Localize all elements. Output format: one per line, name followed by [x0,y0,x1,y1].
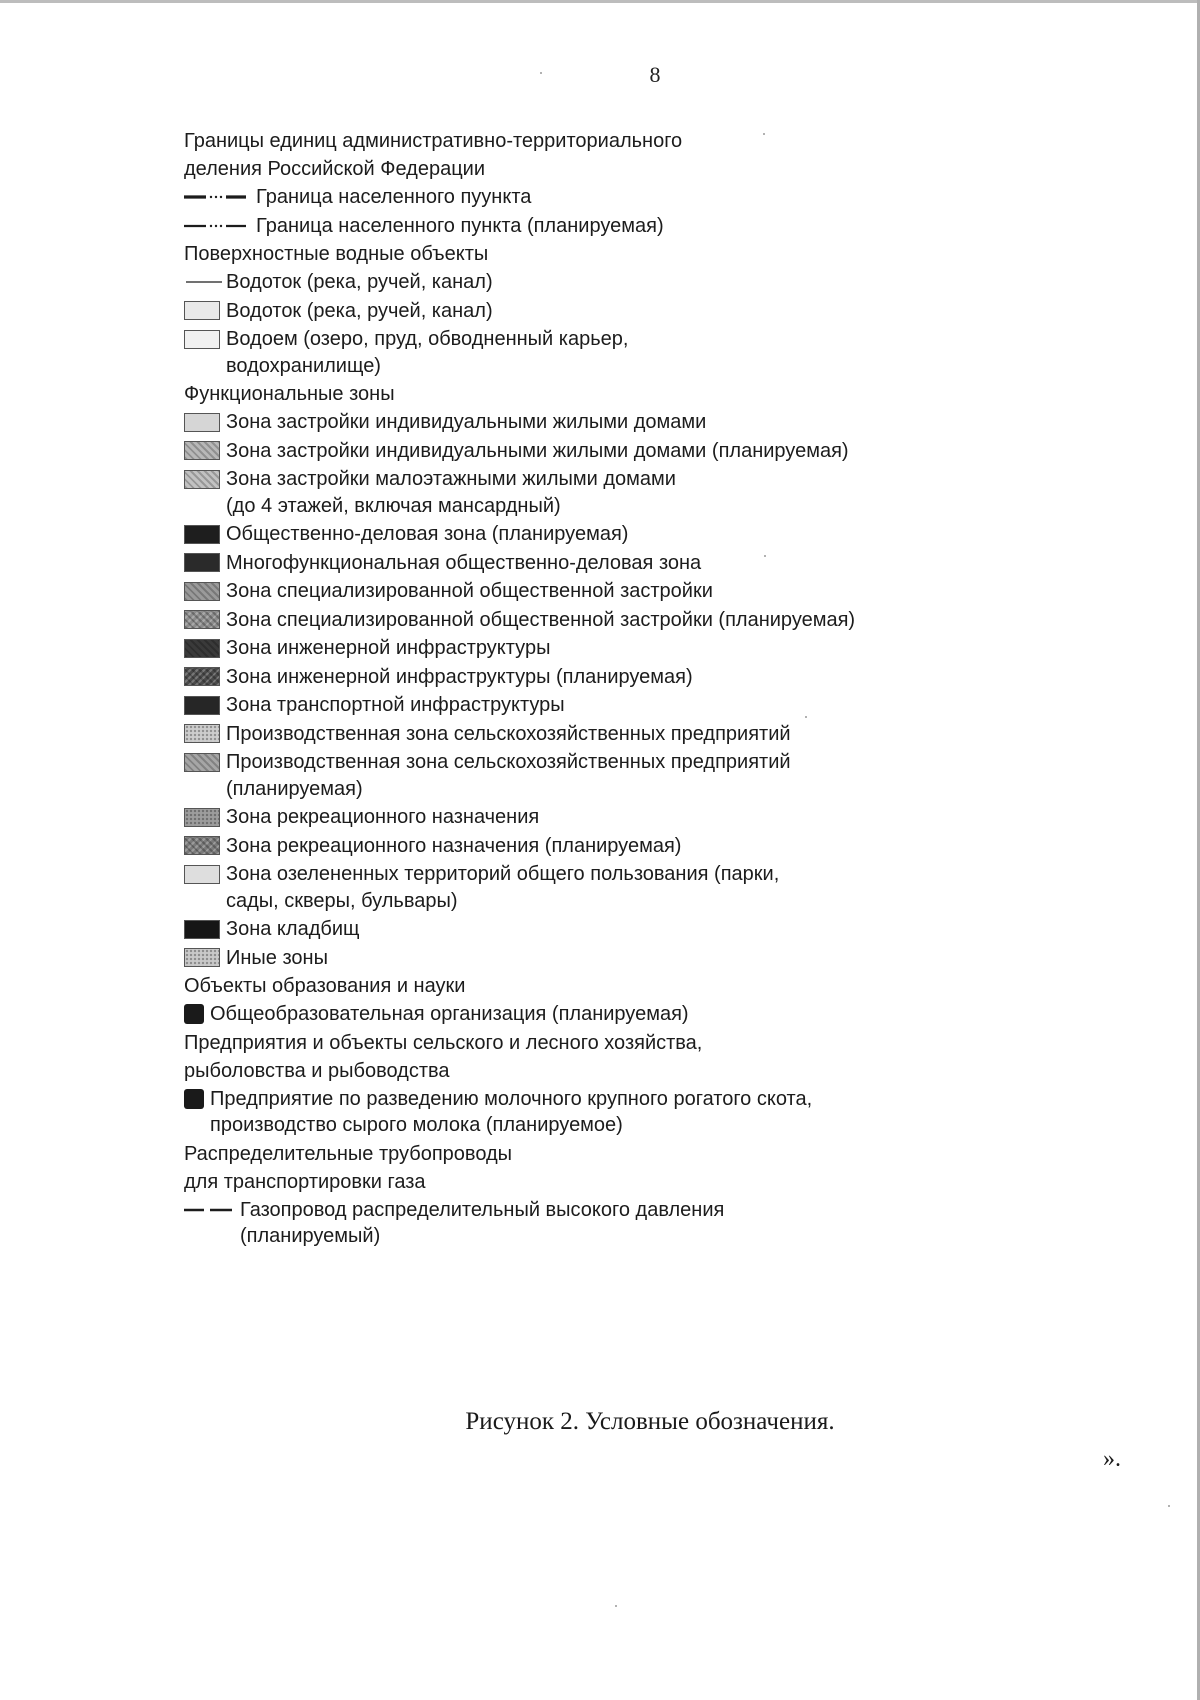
legend-label [240,1197,984,1250]
dashed-line-icon [184,1197,236,1223]
fill-swatch-icon [184,441,220,460]
legend-label-line: (до 4 этажей, включая мансардный) [226,494,561,517]
fill-swatch-icon [184,753,220,772]
legend-swatch [184,916,226,942]
scan-speck [805,716,807,718]
legend-label [226,721,984,748]
scan-speck [764,555,766,557]
legend-line [184,269,226,295]
section-heading: деления Российской Федерации [184,158,486,180]
legend-item [184,1001,984,1028]
legend-swatch [184,298,226,324]
legend-label-line: Зона кладбищ [226,918,360,940]
legend-item [184,721,984,748]
legend-label [226,409,984,436]
legend-swatch [184,664,226,690]
legend-line [184,213,256,239]
fill-swatch-icon [184,948,220,967]
legend-swatch [184,607,226,633]
fill-swatch-icon [184,724,220,743]
legend-label [226,326,984,379]
legend-label-line: Зона рекреационного назначения [226,806,540,828]
legend-label [226,550,984,577]
legend-swatch [184,578,226,604]
legend-label [256,213,984,240]
legend-label [226,833,984,860]
legend-item [184,945,984,972]
legend-item [184,861,984,914]
section-heading: Функциональные зоны [184,383,395,405]
legend-swatch [184,466,226,492]
legend-label-line: (планируемый) [240,1225,381,1247]
fill-swatch-icon [184,301,220,320]
legend-label-line: Зона инженерной инфраструктуры (планируемая) [226,665,693,688]
legend-label [226,692,984,719]
legend-label-line: Многофункциональная общественно-деловая зона [226,551,702,574]
legend-swatch [184,861,226,887]
section-heading: Границы единиц административно-территориального [184,130,683,152]
legend-section [184,381,984,971]
fill-swatch-icon [184,836,220,855]
legend-label [210,1001,984,1028]
legend-swatch [184,721,226,747]
legend-label-line: Зона озелененных территорий общего пользования (парки, [226,863,780,885]
fill-swatch-icon [184,639,220,658]
legend-item [184,438,984,465]
legend-section [184,241,984,379]
fill-swatch-icon [184,553,220,572]
dash-dot-line-icon [184,213,252,239]
legend-label-line: Производственная зона сельскохозяйственных предприятий [226,751,791,773]
section-heading: Объекты образования и науки [184,975,466,997]
legend-label [226,521,984,548]
legend-label [226,749,984,802]
legend-item [184,833,984,860]
legend-label [226,861,984,914]
legend-label-line: Граница населенного пуункта [256,186,532,208]
legend-section [184,1030,984,1139]
legend-swatch [184,635,226,661]
legend-item [184,213,984,240]
legend-swatch [184,326,226,352]
legend-label-line: Предприятие по разведению молочного крупного рогатого скота, [210,1087,813,1110]
scan-speck [763,133,765,135]
dash-dot-line-icon [184,184,252,210]
closing-quote: ». [1103,1446,1121,1472]
legend-section [184,128,984,239]
filled-square-icon [184,1004,204,1024]
legend-label-line: Водоток (река, ручей, канал) [226,271,493,293]
figure-caption: Рисунок 2. Условные обозначения. [465,1408,835,1435]
legend-label-line: Водоем (озеро, пруд, обводненный карьер, [226,328,629,350]
section-heading: Распределительные трубопроводы [184,1142,513,1165]
legend-label [226,916,984,943]
legend-label-line: Общественно-деловая зона (планируемая) [226,523,629,545]
legend-swatch [184,409,226,435]
legend-label-line: водохранилище) [226,354,381,377]
legend-label-line: Зона застройки индивидуальными жилыми домами (планируемая) [226,439,849,462]
legend-label-line: Граница населенного пункта (планируемая) [256,214,664,237]
legend-square [184,1001,210,1027]
fill-swatch-icon [184,667,220,686]
legend-item [184,521,984,548]
fill-swatch-icon [184,470,220,489]
legend-label [226,804,984,831]
scan-speck [540,72,542,74]
legend-item [184,298,984,325]
legend-label [226,269,984,296]
legend-label-line: Производственная зона сельскохозяйственных предприятий [226,722,791,745]
fill-swatch-icon [184,920,220,939]
legend-swatch [184,945,226,971]
legend-label-line: Общеобразовательная организация (планируемая) [210,1003,689,1025]
legend-label [226,607,984,634]
fill-swatch-icon [184,865,220,884]
legend-item [184,550,984,577]
legend-swatch [184,749,226,775]
legend-label [226,466,984,519]
legend-label-line: сады, скверы, бульвары) [226,889,458,912]
legend-swatch [184,804,226,830]
legend-label-line: Зона рекреационного назначения (планируемая) [226,834,682,857]
section-heading: Предприятия и объекты сельского и лесного хозяйства, [184,1031,703,1054]
legend-swatch [184,550,226,576]
legend-swatch [184,833,226,859]
page-number: 8 [649,62,661,87]
legend-label-line: Зона застройки малоэтажными жилыми домами [226,468,676,490]
legend [184,128,984,1252]
fill-swatch-icon [184,525,220,544]
fill-swatch-icon [184,582,220,601]
legend-item [184,916,984,943]
legend-item [184,269,984,296]
legend-label-line: Зона транспортной инфраструктуры [226,694,565,716]
legend-square [184,1086,210,1112]
legend-label-line: Зона специализированной общественной застройки (планируемая) [226,608,856,631]
legend-label-line: производство сырого молока (планируемое) [210,1114,623,1136]
legend-label-line: (планируемая) [226,777,363,800]
legend-item [184,692,984,719]
legend-label-line: Газопровод распределительный высокого давления [240,1198,725,1221]
fill-swatch-icon [184,413,220,432]
legend-label [226,635,984,662]
fill-swatch-icon [184,610,220,629]
scan-edge-top [0,0,1200,3]
legend-item [184,466,984,519]
legend-item [184,1197,984,1250]
legend-section [184,973,984,1028]
legend-item [184,635,984,662]
legend-item [184,409,984,436]
scan-speck [615,1605,617,1607]
legend-label [226,298,984,325]
legend-label-line: Зона инженерной инфраструктуры [226,637,551,659]
section-heading: для транспортировки газа [184,1170,426,1193]
scan-speck [1168,1505,1170,1507]
fill-swatch-icon [184,696,220,715]
fill-swatch-icon [184,330,220,349]
legend-item [184,749,984,802]
legend-item [184,184,984,211]
legend-item [184,1086,984,1139]
legend-swatch [184,521,226,547]
section-heading: рыболовства и рыбоводства [184,1059,450,1082]
legend-swatch [184,438,226,464]
legend-label [226,945,984,972]
legend-line [184,1197,240,1223]
legend-label [226,578,984,605]
filled-square-icon [184,1089,204,1109]
legend-label-line: Водоток (река, ручей, канал) [226,299,493,322]
legend-label [256,184,984,211]
legend-label [226,664,984,691]
legend-label [226,438,984,465]
section-heading: Поверхностные водные объекты [184,243,489,265]
legend-item [184,326,984,379]
legend-line [184,184,256,210]
legend-label-line: Зона застройки индивидуальными жилыми домами [226,411,707,433]
legend-item [184,664,984,691]
thin-line-icon [184,269,226,295]
legend-item [184,607,984,634]
legend-label-line: Иные зоны [226,946,328,969]
legend-label-line: Зона специализированной общественной застройки [226,580,713,602]
fill-swatch-icon [184,808,220,827]
legend-item [184,578,984,605]
legend-item [184,804,984,831]
legend-swatch [184,692,226,718]
legend-label [210,1086,984,1139]
legend-section [184,1141,984,1250]
